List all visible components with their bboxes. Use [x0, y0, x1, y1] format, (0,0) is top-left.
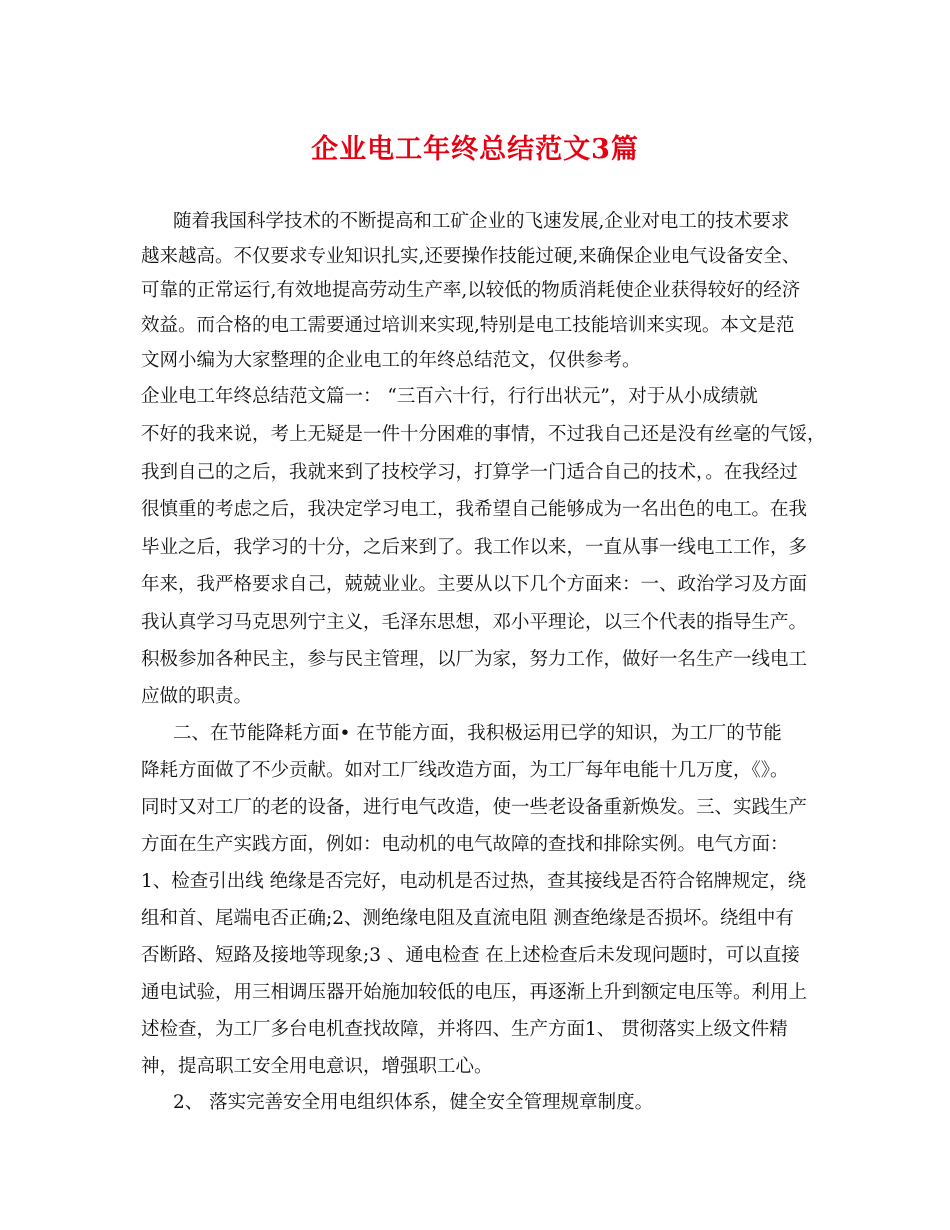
- paragraph-line: 积极参加各种民主，参与民主管理，以厂为家，努力工作，做好一名生产一线电工: [141, 649, 808, 670]
- paragraph-line: 越来越高。不仅要求专业知识扎实,还要操作技能过硬,来确保企业电气设备安全、: [141, 246, 801, 267]
- paragraph-line: 组和首、尾端电否正确;2、测绝缘电阻及直流电阻 测查绝缘是否损坏。绕组中有: [141, 908, 794, 929]
- paragraph-line: 否断路、短路及接地等现象;3 、通电检查 在上述检查后未发现问题时，可以直接: [141, 945, 800, 966]
- paragraph-line: 年来，我严格要求自己，兢兢业业。主要从以下几个方面来：一、政治学习及方面: [141, 574, 808, 595]
- paragraph-line: 随着我国科学技术的不断提高和工矿企业的飞速发展,企业对电工的技术要求: [173, 211, 790, 232]
- paragraph-line: 述检查，为工厂多台电机查找故障，并将四、生产方面1、 贯彻落实上级文件精: [141, 1019, 788, 1040]
- paragraph-line: 降耗方面做了不少贡献。如对工厂线改造方面，为工厂每年电能十几万度，《》。: [141, 760, 789, 781]
- paragraph-line: 同时又对工厂的老的设备，进行电气改造，使一些老设备重新焕发。三、实践生产: [141, 797, 808, 818]
- document-title: 企业电工年终总结范文3篇: [311, 134, 639, 165]
- paragraph-line: 二、在节能降耗方面• 在节能方面，我积极运用已学的知识，为工厂的节能: [173, 723, 782, 744]
- paragraph-line: 应做的职责。: [141, 686, 253, 707]
- paragraph-line: 可靠的正常运行,有效地提高劳动生产率,以较低的物质消耗使企业获得较好的经济: [141, 280, 801, 301]
- paragraph-line: 我到自己的之后，我就来到了技校学习，打算学一门适合自己的技术，。在我经过: [141, 462, 798, 483]
- paragraph-line: 很慎重的考虑之后，我决定学习电工，我希望自己能够成为一名出色的电工。在我: [141, 499, 808, 520]
- paragraph-line: 方面在生产实践方面，例如：电动机的电气故障的查找和排除实例。电气方面：: [141, 834, 789, 855]
- paragraph-line: 毕业之后，我学习的十分，之后来到了。我工作以来，一直从事一线电工工作，多: [141, 537, 808, 558]
- paragraph-line: 通电试验，用三相调压器开始施加较低的电压，再逐渐上升到额定电压等。利用上: [141, 982, 808, 1003]
- paragraph-line: 文网小编为大家整理的企业电工的年终总结范文，仅供参考。: [141, 350, 641, 371]
- paragraph-line: 企业电工年终总结范文篇一： “三百六十行，行行出状元”，对于从小成绩就: [141, 386, 758, 407]
- paragraph-line: 神，提高职工安全用电意识，增强职工心。: [141, 1056, 493, 1077]
- paragraph-line: 效益。而合格的电工需要通过培训来实现,特别是电工技能培训来实现。本文是范: [141, 315, 795, 336]
- paragraph-line: 不好的我来说，考上无疑是一件十分困难的事情，不过我自己还是没有丝毫的气馁，: [141, 424, 826, 445]
- paragraph-line: 2、 落实完善安全用电组织体系，健全安全管理规章制度。: [173, 1092, 654, 1113]
- paragraph-line: 我认真学习马克思列宁主义，毛泽东思想，邓小平理论，以三个代表的指导生产。: [141, 612, 808, 633]
- paragraph-line: 1、检查引出线 绝缘是否完好，电动机是否过热，查其接线是否符合铭牌规定，绕: [141, 871, 807, 892]
